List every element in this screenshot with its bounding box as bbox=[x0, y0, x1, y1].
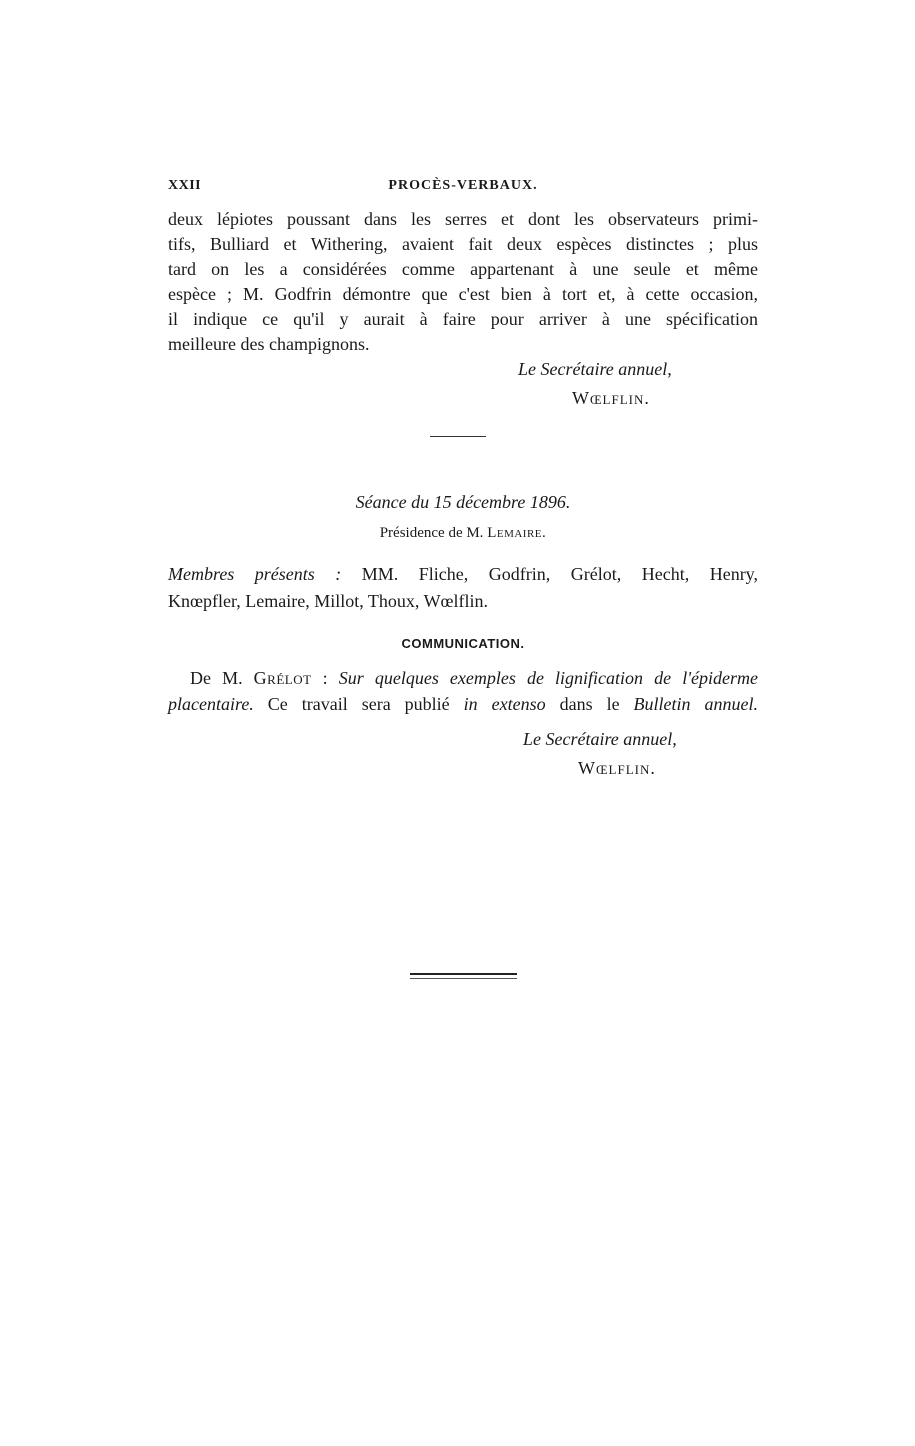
signature-name: Wœlflin. bbox=[578, 758, 656, 778]
continued-paragraph bbox=[168, 207, 758, 357]
section-divider bbox=[430, 436, 486, 437]
members-list-part1: MM. Fliche, Godfrin, Grélot, Hecht, Henry, bbox=[361, 564, 759, 584]
communication-title: Sur quelques exemples de lignification de l'épiderme bbox=[338, 668, 759, 688]
communication-paragraph bbox=[168, 665, 758, 717]
dans-le: dans le bbox=[559, 694, 620, 714]
paragraph-line: meilleure des champignons. bbox=[168, 334, 370, 354]
paragraph-line: tifs, Bulliard et Withering, avaient fait deux espèces distinctes ; plus bbox=[168, 234, 758, 254]
presidence-prefix: Présidence de M. bbox=[379, 525, 484, 541]
members-present bbox=[168, 561, 758, 615]
bulletin-title: Bulletin annuel. bbox=[633, 694, 759, 714]
communication-line bbox=[168, 665, 758, 691]
in-extenso: in extenso bbox=[463, 694, 546, 714]
paragraph-line: tard on les a considérées comme appartenant à une seule et même bbox=[168, 259, 758, 279]
communication-prefix: De M. bbox=[190, 668, 243, 688]
president-name: Lemaire. bbox=[487, 525, 547, 541]
members-label: Membres présents : bbox=[168, 564, 342, 584]
communication-line bbox=[168, 691, 758, 717]
presidence-line bbox=[168, 525, 758, 542]
section-heading: COMMUNICATION. bbox=[401, 636, 525, 651]
paragraph-line: il indique ce qu'il y aurait à faire pour arriver à une spécification bbox=[168, 309, 758, 329]
closing-rule bbox=[410, 973, 517, 975]
page-number: XXII bbox=[168, 178, 202, 193]
communication-note: Ce travail sera publié bbox=[267, 694, 450, 714]
members-line: Knœpfler, Lemaire, Millot, Thoux, Wœlflin. bbox=[168, 591, 489, 611]
running-head bbox=[168, 178, 758, 198]
session-title: Séance du 15 décembre 1896. bbox=[355, 492, 571, 512]
communication-title-end: placentaire. bbox=[168, 694, 254, 714]
members-line bbox=[168, 561, 758, 588]
signature-name: Wœlflin. bbox=[572, 388, 650, 408]
paragraph-line: espèce ; M. Godfrin démontre que c'est bien à tort et, à cette occasion, bbox=[168, 284, 758, 304]
running-title: PROCÈS-VERBAUX. bbox=[388, 178, 538, 193]
paragraph-line: deux lépiotes poussant dans les serres et dont les observateurs primi- bbox=[168, 209, 758, 229]
signature-title: Le Secrétaire annuel, bbox=[518, 359, 672, 379]
signature-title: Le Secrétaire annuel, bbox=[523, 729, 677, 749]
colon: : bbox=[322, 668, 328, 688]
closing-rule-thin bbox=[410, 978, 517, 979]
communication-author: Grélot bbox=[253, 668, 312, 688]
